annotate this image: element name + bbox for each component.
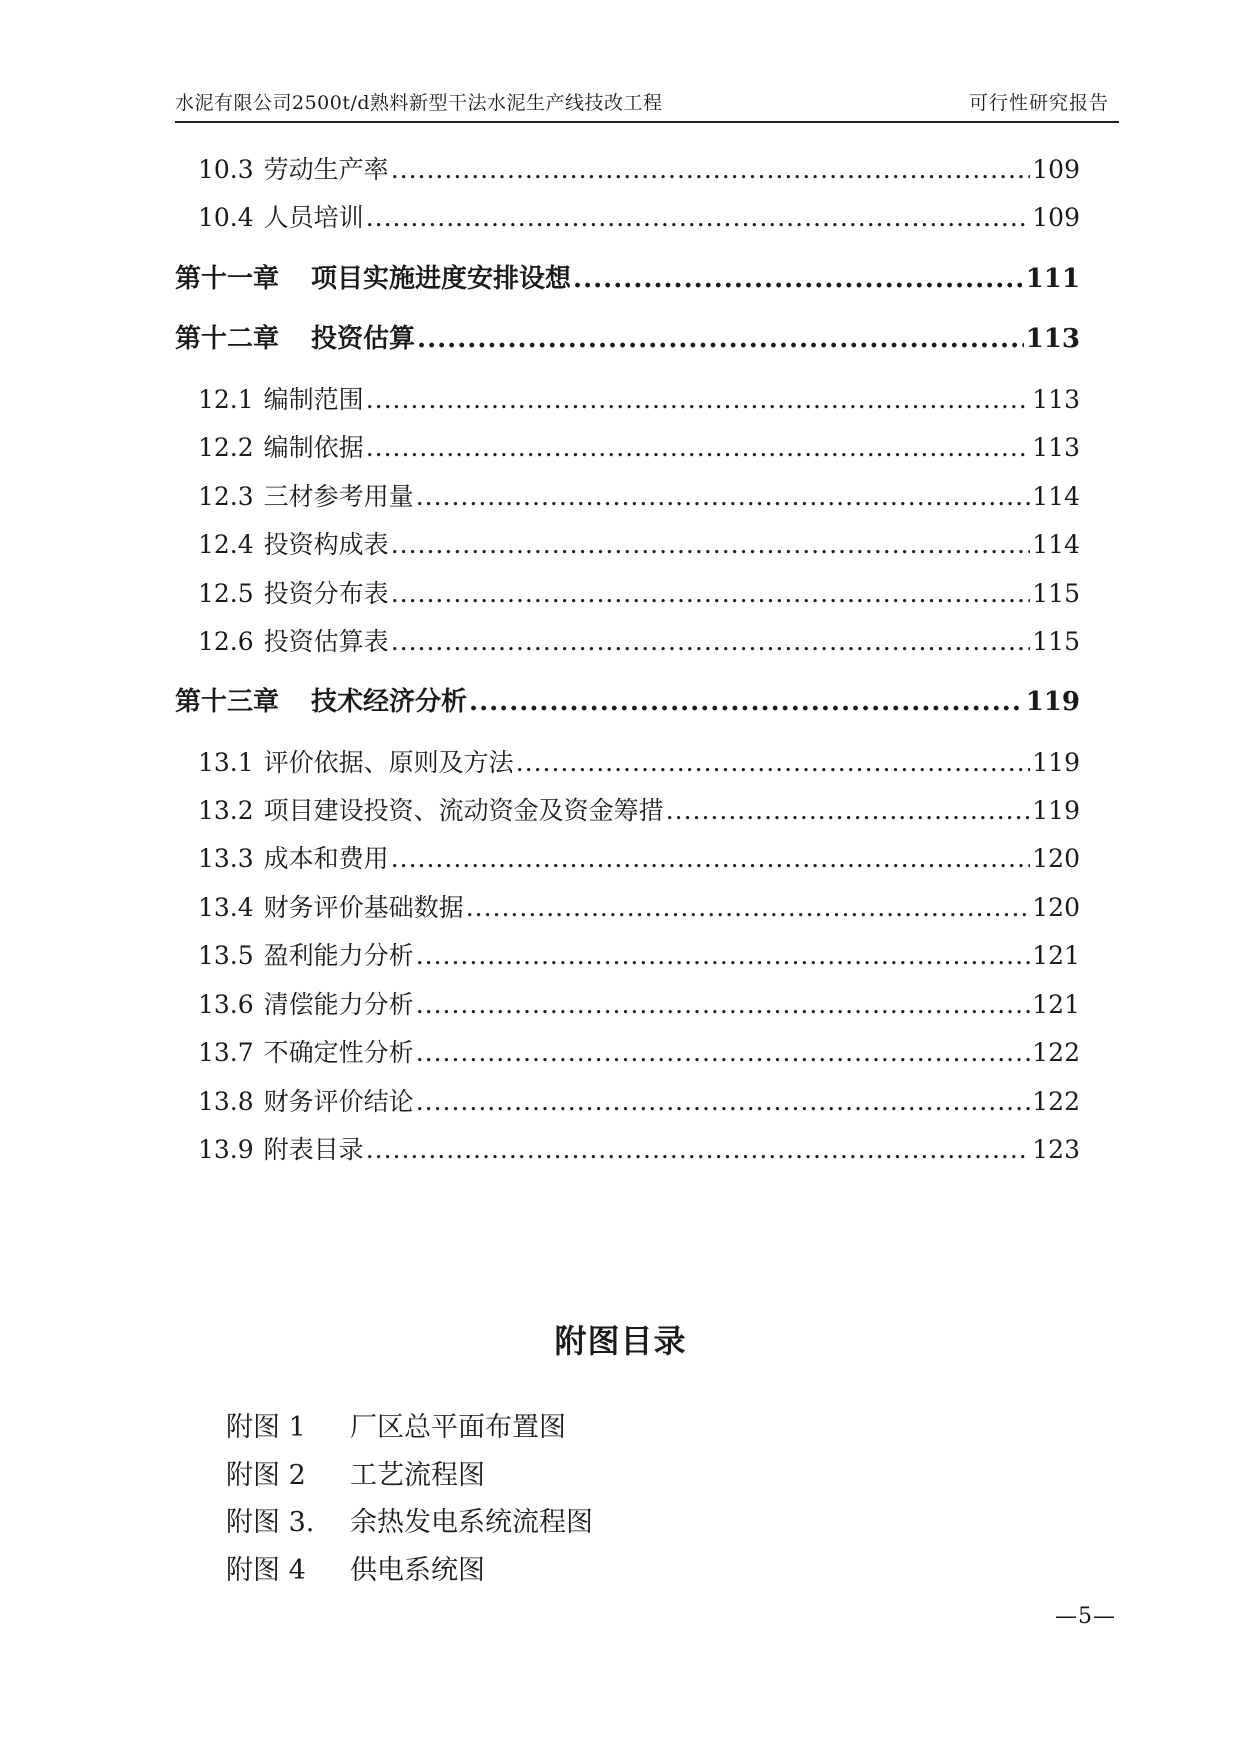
toc-chapter-13[interactable] bbox=[175, 682, 1080, 722]
dot-leader bbox=[416, 938, 1031, 974]
toc-entry-page: 119 bbox=[1032, 796, 1080, 825]
dot-leader bbox=[391, 527, 1031, 563]
toc-entry-number: 13.2 bbox=[198, 796, 254, 825]
toc-entry-13-2[interactable] bbox=[198, 793, 1080, 829]
toc-entry-12-1[interactable] bbox=[198, 382, 1080, 418]
toc-chapter-page: 111 bbox=[1025, 264, 1080, 294]
toc-entry-title: 附表目录 bbox=[263, 1135, 364, 1164]
dot-leader bbox=[391, 576, 1031, 612]
figure-list-item[interactable] bbox=[226, 1503, 593, 1543]
dot-leader bbox=[416, 1035, 1031, 1071]
dot-leader bbox=[416, 479, 1031, 515]
toc-entry-10-4[interactable] bbox=[198, 200, 1080, 236]
figure-label: 附图 1 bbox=[226, 1412, 306, 1443]
toc-entry-page: 119 bbox=[1032, 748, 1080, 777]
toc-entry-number: 13.5 bbox=[198, 941, 254, 970]
toc-entry-title: 编制依据 bbox=[263, 433, 364, 462]
toc-entry-title: 成本和费用 bbox=[263, 844, 389, 873]
dot-leader bbox=[366, 430, 1031, 466]
toc-entry-12-5[interactable] bbox=[198, 576, 1080, 612]
toc-entry-page: 115 bbox=[1032, 627, 1080, 656]
figure-list-item[interactable] bbox=[226, 1551, 485, 1591]
toc-entry-12-6[interactable] bbox=[198, 624, 1080, 660]
figure-list-item[interactable] bbox=[226, 1408, 566, 1448]
toc-entry-page: 123 bbox=[1032, 1135, 1080, 1164]
toc-entry-number: 13.3 bbox=[198, 844, 254, 873]
toc-entry-title: 清偿能力分析 bbox=[263, 990, 414, 1019]
toc-entry-title: 评价依据、原则及方法 bbox=[263, 748, 514, 777]
toc-entry-page: 109 bbox=[1032, 203, 1080, 232]
dot-leader bbox=[417, 319, 1024, 359]
toc-entry-number: 13.4 bbox=[198, 893, 254, 922]
toc-entry-13-9[interactable] bbox=[198, 1132, 1080, 1168]
toc-entry-title: 投资估算表 bbox=[263, 627, 389, 656]
figure-title: 供电系统图 bbox=[350, 1555, 485, 1586]
dot-leader bbox=[416, 1084, 1031, 1120]
toc-entry-number: 12.6 bbox=[198, 627, 254, 656]
toc-chapter-page: 113 bbox=[1025, 324, 1080, 354]
figure-title: 厂区总平面布置图 bbox=[350, 1412, 566, 1443]
toc-chapter-number: 第十三章 bbox=[175, 687, 280, 717]
header-report-type: 可行性研究报告 bbox=[968, 92, 1109, 114]
toc-entry-title: 三材参考用量 bbox=[263, 482, 414, 511]
dot-leader bbox=[391, 624, 1031, 660]
dot-leader bbox=[666, 793, 1031, 829]
toc-entry-title: 盈利能力分析 bbox=[263, 941, 414, 970]
toc-entry-10-3[interactable] bbox=[198, 152, 1080, 188]
toc-entry-title: 劳动生产率 bbox=[263, 155, 389, 184]
figure-title: 工艺流程图 bbox=[350, 1460, 485, 1491]
toc-entry-13-6[interactable] bbox=[198, 987, 1080, 1023]
dot-leader bbox=[366, 200, 1031, 236]
toc-entry-13-1[interactable] bbox=[198, 745, 1080, 781]
page-number: —5— bbox=[1055, 1604, 1116, 1629]
toc-entry-title: 财务评价基础数据 bbox=[263, 893, 464, 922]
toc-entry-number: 13.8 bbox=[198, 1087, 254, 1116]
toc-entry-number: 12.4 bbox=[198, 530, 254, 559]
toc-entry-page: 121 bbox=[1032, 990, 1080, 1019]
toc-entry-page: 115 bbox=[1032, 579, 1080, 608]
toc-chapter-page: 119 bbox=[1025, 687, 1080, 717]
toc-entry-title: 人员培训 bbox=[263, 203, 364, 232]
figure-title: 余热发电系统流程图 bbox=[350, 1507, 593, 1538]
toc-entry-number: 12.5 bbox=[198, 579, 254, 608]
dot-leader bbox=[416, 987, 1031, 1023]
toc-entry-13-4[interactable] bbox=[198, 890, 1080, 926]
dot-leader bbox=[466, 890, 1031, 926]
toc-entry-12-4[interactable] bbox=[198, 527, 1080, 563]
toc-chapter-number: 第十一章 bbox=[175, 264, 280, 294]
appendix-figures-title: 附图目录 bbox=[554, 1322, 687, 1360]
toc-entry-title: 投资分布表 bbox=[263, 579, 389, 608]
figure-label: 附图 3. bbox=[226, 1507, 315, 1538]
toc-entry-page: 120 bbox=[1032, 844, 1080, 873]
dot-leader bbox=[391, 841, 1031, 877]
toc-entry-12-3[interactable] bbox=[198, 479, 1080, 515]
toc-entry-number: 12.2 bbox=[198, 433, 254, 462]
toc-entry-number: 12.1 bbox=[198, 385, 254, 414]
toc-chapter-title: 技术经济分析 bbox=[311, 687, 468, 717]
dot-leader bbox=[366, 1132, 1031, 1168]
toc-entry-page: 122 bbox=[1032, 1087, 1080, 1116]
toc-entry-page: 114 bbox=[1032, 530, 1080, 559]
toc-chapter-title: 项目实施进度安排设想 bbox=[311, 264, 572, 294]
figure-list-item[interactable] bbox=[226, 1456, 485, 1496]
toc-entry-page: 114 bbox=[1032, 482, 1080, 511]
toc-chapter-number: 第十二章 bbox=[175, 324, 280, 354]
toc-entry-13-8[interactable] bbox=[198, 1084, 1080, 1120]
dot-leader bbox=[391, 152, 1031, 188]
toc-entry-page: 122 bbox=[1032, 1038, 1080, 1067]
dot-leader bbox=[516, 745, 1031, 781]
figure-label: 附图 2 bbox=[226, 1460, 306, 1491]
toc-entry-title: 投资构成表 bbox=[263, 530, 389, 559]
toc-entry-number: 12.3 bbox=[198, 482, 254, 511]
toc-entry-title: 项目建设投资、流动资金及资金筹措 bbox=[263, 796, 664, 825]
toc-entry-page: 120 bbox=[1032, 893, 1080, 922]
toc-entry-13-7[interactable] bbox=[198, 1035, 1080, 1071]
toc-chapter-11[interactable] bbox=[175, 259, 1080, 299]
toc-entry-13-3[interactable] bbox=[198, 841, 1080, 877]
toc-entry-12-2[interactable] bbox=[198, 430, 1080, 466]
toc-entry-13-5[interactable] bbox=[198, 938, 1080, 974]
toc-entry-number: 13.1 bbox=[198, 748, 254, 777]
toc-entry-page: 113 bbox=[1032, 385, 1080, 414]
toc-entry-number: 13.6 bbox=[198, 990, 254, 1019]
dot-leader bbox=[573, 259, 1024, 299]
dot-leader bbox=[469, 682, 1024, 722]
toc-entry-title: 财务评价结论 bbox=[263, 1087, 414, 1116]
toc-entry-page: 121 bbox=[1032, 941, 1080, 970]
toc-entry-number: 13.7 bbox=[198, 1038, 254, 1067]
toc-chapter-title: 投资估算 bbox=[311, 324, 416, 354]
header-project-title: 水泥有限公司2500t/d熟料新型干法水泥生产线技改工程 bbox=[175, 92, 663, 114]
figure-label: 附图 4 bbox=[226, 1555, 306, 1586]
dot-leader bbox=[366, 382, 1031, 418]
toc-chapter-12[interactable] bbox=[175, 319, 1080, 359]
toc-entry-page: 113 bbox=[1032, 433, 1080, 462]
toc-entry-number: 10.4 bbox=[198, 203, 254, 232]
toc-entry-title: 编制范围 bbox=[263, 385, 364, 414]
toc-entry-page: 109 bbox=[1032, 155, 1080, 184]
toc-entry-title: 不确定性分析 bbox=[263, 1038, 414, 1067]
toc-entry-number: 13.9 bbox=[198, 1135, 254, 1164]
toc-entry-number: 10.3 bbox=[198, 155, 254, 184]
